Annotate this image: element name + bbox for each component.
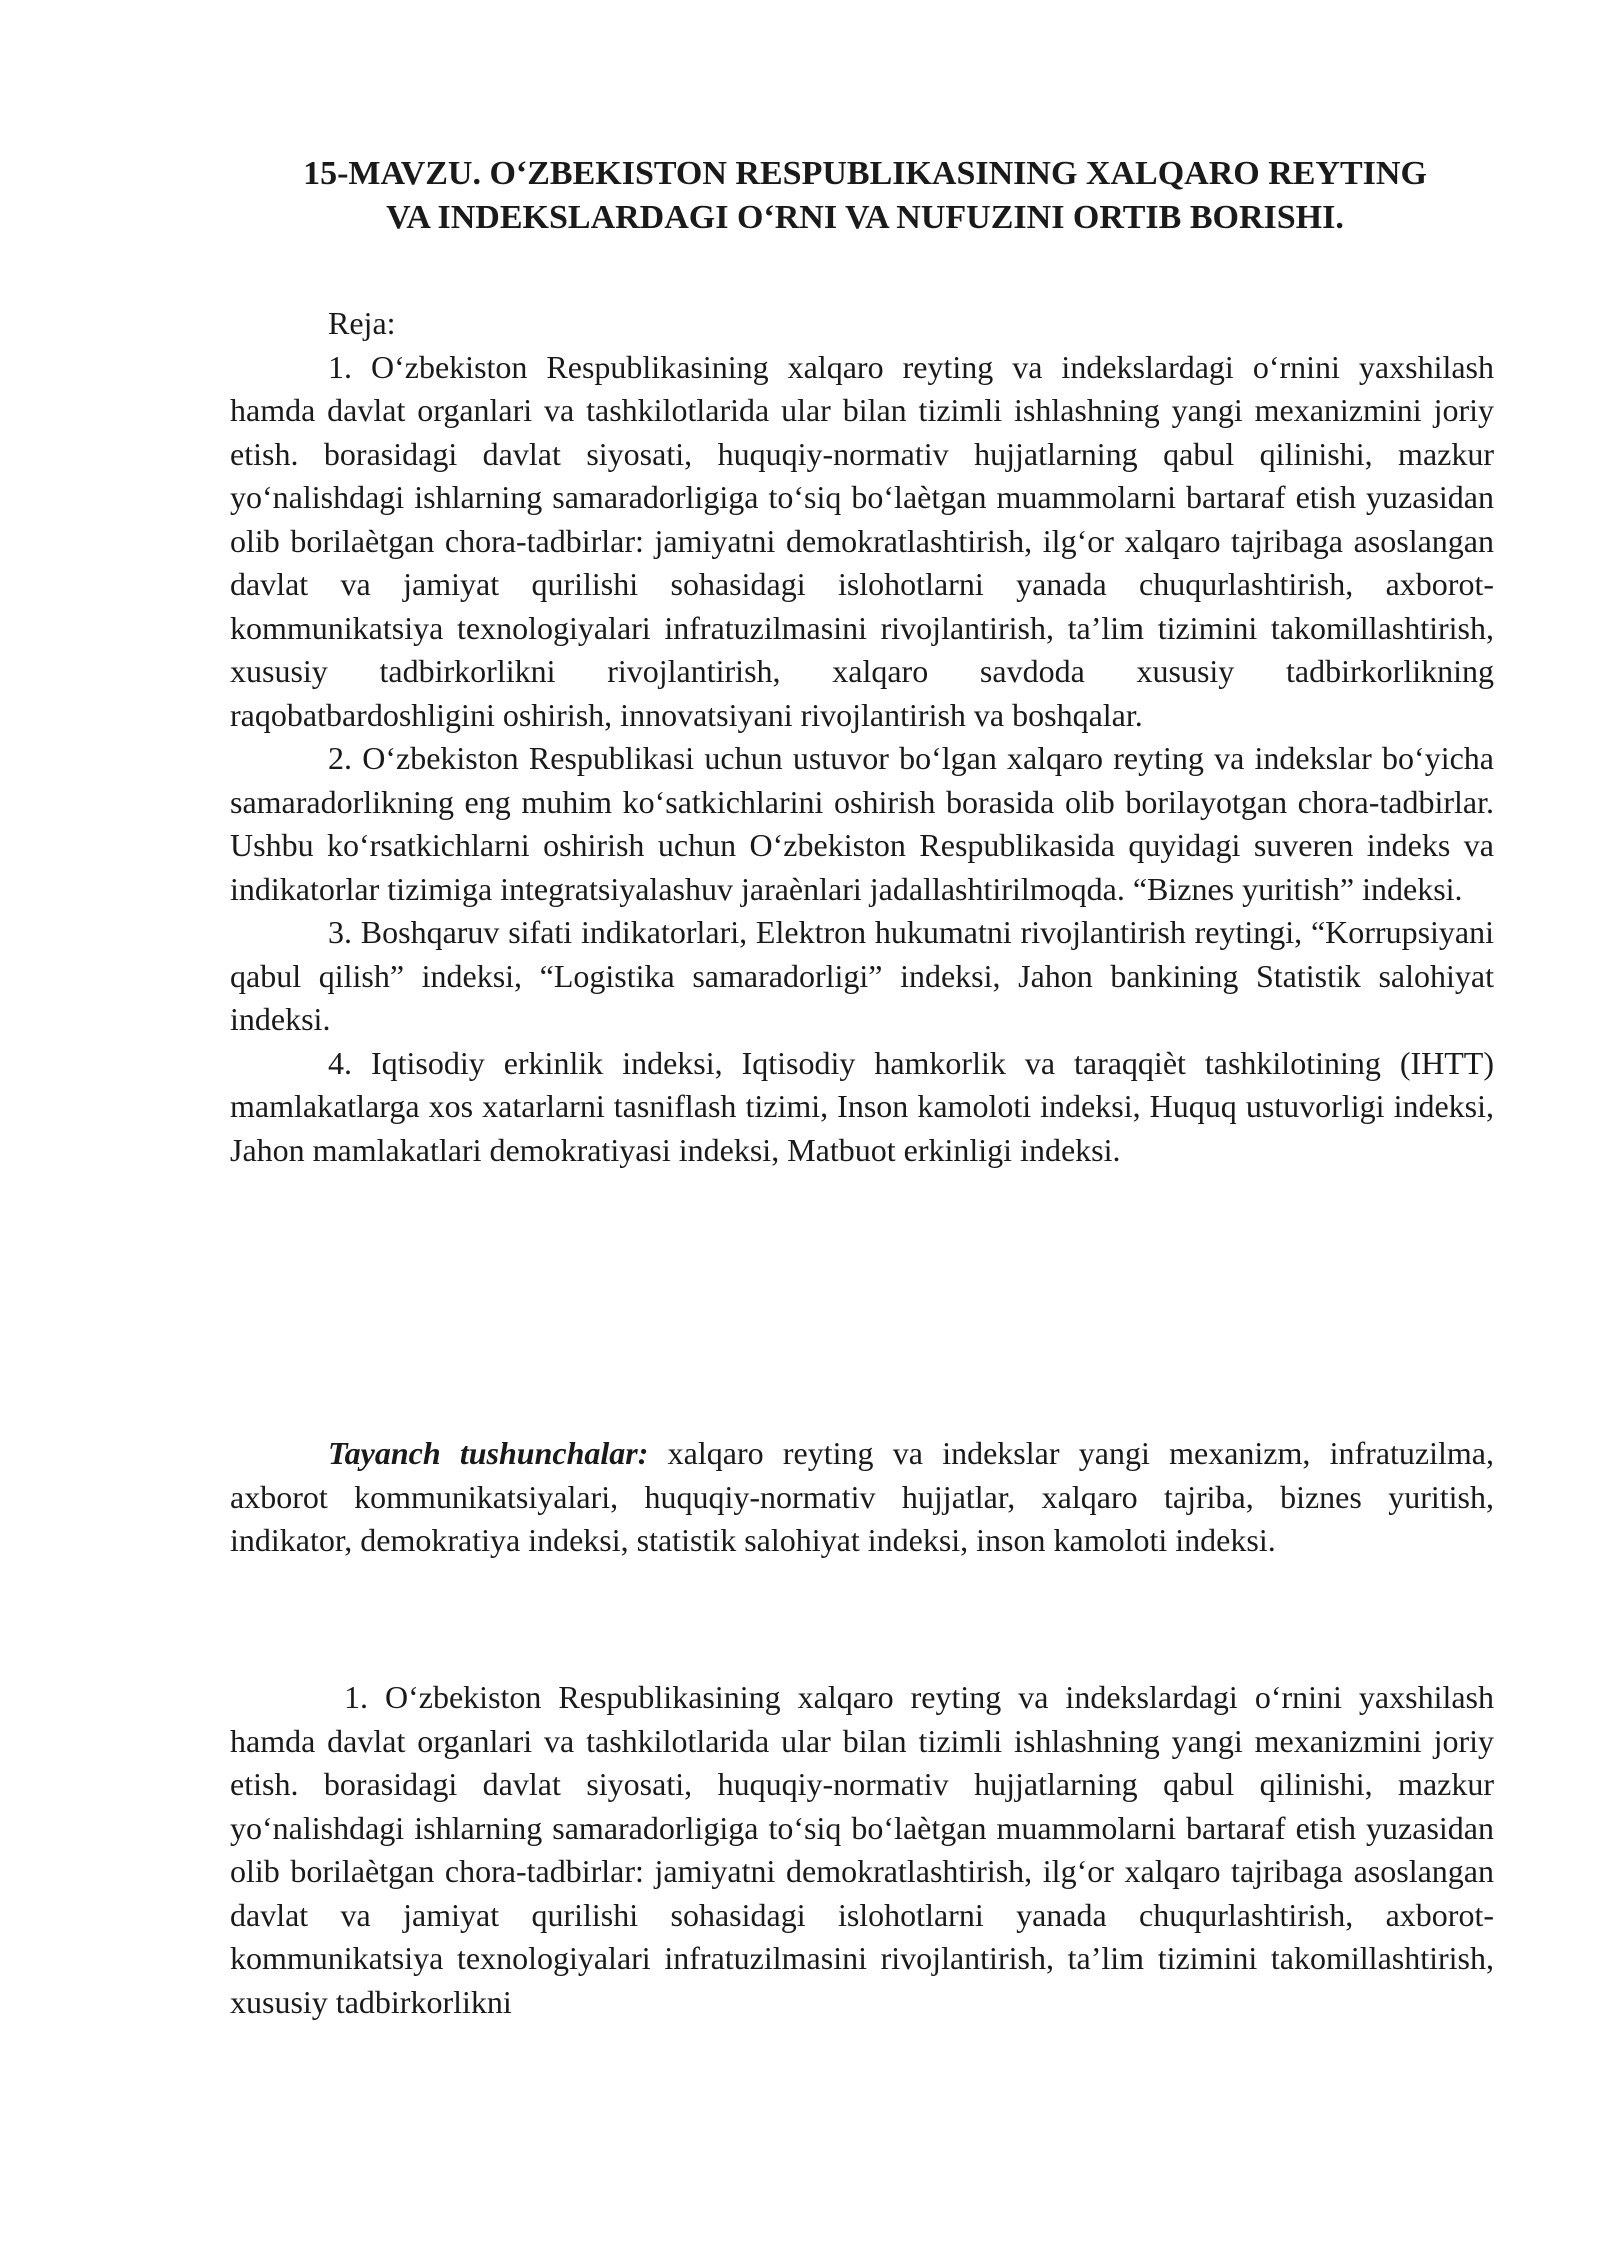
key-terms-section [230, 1432, 1494, 1563]
key-terms-text: xalqaro reyting va indekslar yangi mexanizm, infratuzilma, axborot kommunikatsiyalari, huquqiy-normativ hujjatlar, xalqaro tajriba, biznes yuritish, indikator, demokratiya indeksi, statistik salohiyat indeksi, inson kamoloti indeksi. [230, 1435, 1495, 1558]
section-1-paragraph: 1. O‘zbekiston Respublikasining xalqaro reyting va indekslardagi o‘rnini yaxshilash hamda davlat organlari va tashkilotlarida ular bilan tizimli ishlashning yangi mexanizmini joriy etish. borasidagi davlat siyosati, huquqiy-normativ hujjatlarning qabul qilinishi, mazkur yo‘nalishdagi ishlarning samaradorligiga to‘siq bo‘laètgan muammolarni bartaraf etish yuzasidan olib borilaètgan chora-tadbirlar: jamiyatni demokratlashtirish, ilg‘or xalqaro tajribaga asoslangan davlat va jamiyat qurilishi sohasidagi islohotlarni yanada chuqurlashtirish, axborot-kommunikatsiya texnologiyalari infratuzilmasini rivojlantirish, ta’lim tizimini takomillashtirish, xususiy tadbirkorlikni [230, 1679, 1494, 2020]
key-terms-paragraph [230, 1432, 1494, 1563]
key-terms-label: Tayanch tushunchalar: [328, 1435, 649, 1471]
document-title [230, 152, 1500, 240]
plan-item-2: 2. O‘zbekiston Respublikasi uchun ustuvor bo‘lgan xalqaro reyting va indekslar bo‘yicha samaradorlikning eng muhim ko‘satkichlarini oshirish borasida olib borilayotgan chora-tadbirlar. Ushbu ko‘rsatkichlarni oshirish uchun O‘zbekiston Respublikasida quyidagi suveren indeks va indikatorlar tizimiga integratsiyalashuv jaraènlari jadallashtirilmoqda. “Biznes yuritish” indeksi. [230, 740, 1494, 907]
title-line-2: VA INDEKSLARDAGI O‘RNI VA NUFUZINI ORTIB BORISHI. [386, 199, 1344, 236]
plan-section [230, 302, 1494, 1172]
plan-item-4: 4. Iqtisodiy erkinlik indeksi, Iqtisodiy hamkorlik va taraqqièt tashkilotining (IHTT) mamlakatlarga xos xatarlarni tasniflash tizimi, Inson kamoloti indeksi, Huquq ustuvorligi indeksi, Jahon mamlakatlari demokratiyasi indeksi, Matbuot erkinligi indeksi. [230, 1044, 1494, 1168]
section-1 [230, 1676, 1494, 2024]
plan-label: Reja: [328, 305, 396, 341]
plan-item-1: 1. O‘zbekiston Respublikasining xalqaro reyting va indekslardagi o‘rnini yaxshilash hamda davlat organlari va tashkilotlarida ular bilan tizimli ishlashning yangi mexanizmini joriy etish. borasidagi davlat siyosati, huquqiy-normativ hujjatlarning qabul qilinishi, mazkur yo‘nalishdagi ishlarning samaradorligiga to‘siq bo‘laètgan muammolarni bartaraf etish yuzasidan olib borilaètgan chora-tadbirlar: jamiyatni demokratlashtirish, ilg‘or xalqaro tajribaga asoslangan davlat va jamiyat qurilishi sohasidagi islohotlarni yanada chuqurlashtirish, axborot-kommunikatsiya texnologiyalari infratuzilmasini rivojlantirish, ta’lim tizimini takomillashtirish, xususiy tadbirkorlikni rivojlantirish, xalqaro savdoda xususiy tadbirkorlikning raqobatbardoshligini oshirish, innovatsiyani rivojlantirish va boshqalar. [230, 348, 1494, 733]
title-line-1: 15-MAVZU. O‘ZBEKISTON RESPUBLIKASINING XALQARO REYTING [303, 155, 1427, 192]
plan-item-3: 3. Boshqaruv sifati indikatorlari, Elektron hukumatni rivojlantirish reytingi, “Korrupsiyani qabul qilish” indeksi, “Logistika samaradorligi” indeksi, Jahon bankining Statistik salohiyat indeksi. [230, 914, 1494, 1037]
